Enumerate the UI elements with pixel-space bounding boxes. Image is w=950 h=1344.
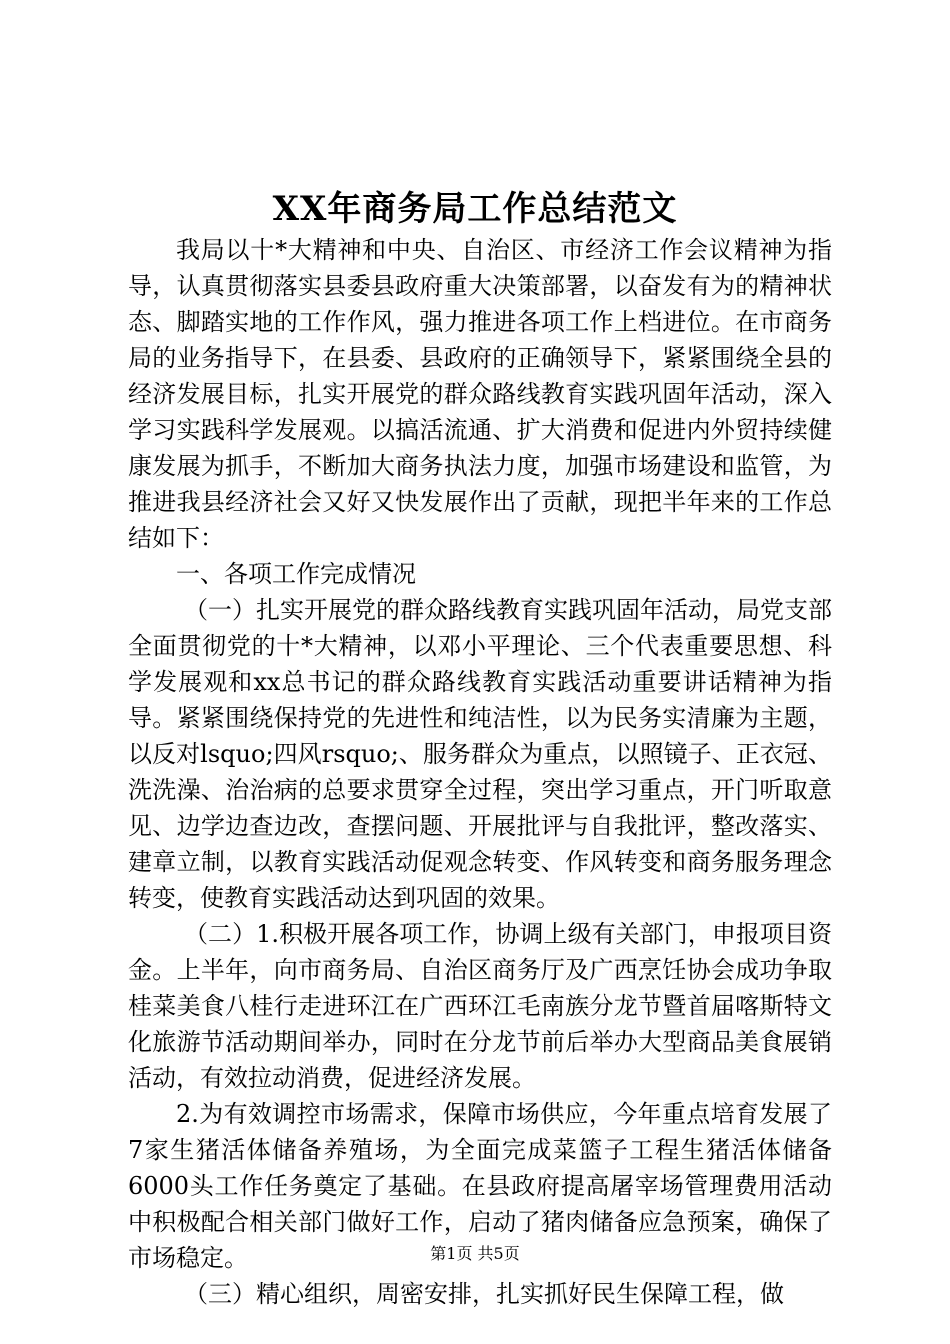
section-heading: 一、各项工作完成情况 [176, 560, 416, 588]
document-title: XX年商务局工作总结范文 [272, 189, 678, 229]
page-number-footer: 第1页 共5页 [430, 1244, 520, 1263]
document-body [128, 232, 832, 1312]
paragraph-item-2: 2.为有效调控市场需求，保障市场供应，今年重点培育发展了7家生猪活体储备养殖场，为全面完成菜篮子工程生猪活体储备6000头工作任务奠定了基础。在县政府提高屠宰场管理费用活动中积极配合相关部门做好工作，启动了猪肉储备应急预案，确保了市场稳定。 [128, 1100, 832, 1272]
paragraph-intro: 我局以十*大精神和中央、自治区、市经济工作会议精神为指导，认真贯彻落实县委县政府重大决策部署，以奋发有为的精神状态、脚踏实地的工作作风，强力推进各项工作上档进位。在市商务局的业务指导下，在县委、县政府的正确领导下，紧紧围绕全县的经济发展目标，扎实开展党的群众路线教育实践巩固年活动，深入学习实践科学发展观。以搞活流通、扩大消费和促进内外贸持续健康发展为抓手，不断加大商务执法力度，加强市场建设和监管，为推进我县经济社会又好又快发展作出了贡献，现把半年来的工作总结如下： [128, 236, 832, 552]
paragraph-section-1: （一）扎实开展党的群众路线教育实践巩固年活动，局党支部全面贯彻党的十*大精神，以邓小平理论、三个代表重要思想、科学发展观和xx总书记的群众路线教育实践活动重要讲话精神为指导。紧紧围绕保持党的先进性和纯洁性，以为民务实清廉为主题，以反对lsquo;四风rsquo;、服务群众为重点，以照镜子、正衣冠、洗洗澡、治治病的总要求贯穿全过程，突出学习重点，开门听取意见、边学边查边改，查摆问题、开展批评与自我批评，整改落实、建章立制，以教育实践活动促观念转变、作风转变和商务服务理念转变，使教育实践活动达到巩固的效果。 [128, 596, 832, 912]
paragraph-section-3: （三）精心组织，周密安排，扎实抓好民生保障工程，做 [184, 1280, 784, 1308]
paragraph-section-2: （二）1.积极开展各项工作，协调上级有关部门，申报项目资金。上半年，向市商务局、自治区商务厅及广西烹饪协会成功争取桂菜美食八桂行走进环江在广西环江毛南族分龙节暨首届喀斯特文化旅游节活动期间举办，同时在分龙节前后举办大型商品美食展销活动，有效拉动消费，促进经济发展。 [128, 920, 832, 1092]
